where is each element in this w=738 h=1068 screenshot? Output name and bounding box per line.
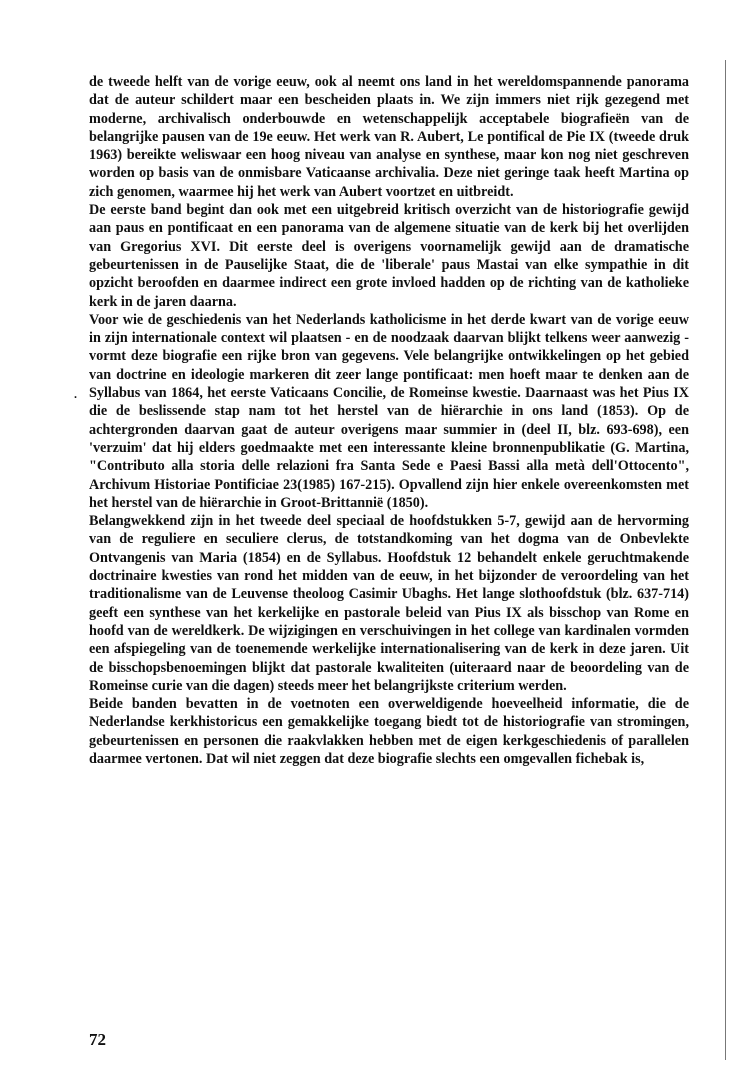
scan-edge-line (725, 60, 726, 1060)
paragraph-4: Belangwekkend zijn in het tweede deel speciaal de hoofdstukken 5-7, gewijd aan de hervorming van de reguliere en seculiere clerus, de totstandkoming van het dogma van de Onbevlekte Ontvangenis van Maria (1854) en de Syllabus. Hoofdstuk 12 behandelt enkele geruchtmakende doctrinaire kwesties van rond het midden van de eeuw, in het bijzonder de veroordeling van het traditionalisme van de Leuvense theoloog Casimir Ubaghs. Het lange slothoofdstuk (blz. 637-714) geeft een synthese van het kerkelijke en pastorale beleid van Pius IX als bisschop van Rome en hoofd van de wereldkerk. De wijzigingen en verschuivingen in het college van kardinalen vormden een afspiegeling van de toenemende werkelijke internationalisering van de kerk in deze jaren. Uit de bisschopsbenoemingen blijkt dat pastorale kwaliteiten (uiteraard naar de beoordeling van de Romeinse curie van die dagen) steeds meer het belangrijkste criterium werden. (89, 513, 689, 694)
paragraph-3: Voor wie de geschiedenis van het Nederlands katholicisme in het derde kwart van de vorige eeuw in zijn internationale context wil plaatsen - en de noodzaak daarvan blijkt telkens weer aanwezig - vormt deze biografie een rijke bron van gegevens. Vele belangrijke ontwikkelingen op het gebied van doctrine en ideologie markeren dit zeer lange pontificaat: men hoeft maar te denken aan de Syllabus van 1864, het eerste Vaticaans Concilie, de Romeinse kwestie. Daarnaast was het Pius IX die de beslissende stap nam tot het herstel van de hiërarchie in ons land (1853). Op de achtergronden daarvan gaat de auteur overigens maar summier in (deel II, blz. 693-698), een 'verzuim' dat hij elders goedmaakte met een interessante kleine bronnenpublikatie (G. Martina, "Contributo alla storia delle relazioni fra Santa Sede e Paesi Bassi alla metà dell'Ottocento", Archivum Historiae Pontificiae 23(1985) 167-215). Opvallend zijn hier enkele overeenkomsten met het herstel van de hiërarchie in Groot-Brittannië (1850). (89, 311, 689, 511)
paragraph-2: De eerste band begint dan ook met een uitgebreid kritisch overzicht van de historiografie gewijd aan paus en pontificaat en een panorama van de algemene situatie van de kerk bij het overlijden van Gregorius XVI. Dit eerste deel is overigens voornamelijk gewijd aan de dramatische gebeurtenissen in de Pauselijke Staat, die de 'liberale' paus Mastai van elke sympathie in dit opzicht beroofden en daarmee indirect een grote invloed hadden op de richting van de katholieke kerk in de jaren daarna. (89, 202, 689, 310)
body-text (89, 73, 689, 768)
page-number: 72 (89, 1030, 106, 1049)
paragraph-1: de tweede helft van de vorige eeuw, ook al neemt ons land in het wereldomspannende panorama dat de auteur schildert maar een bescheiden plaats in. We zijn immers niet rijk gezegend met moderne, archivalisch onderbouwde en wetenschappelijk acceptabele biografieën van de belangrijke pausen van de 19e eeuw. Het werk van R. Aubert, Le pontifical de Pie IX (tweede druk 1963) bereikte weliswaar een hoog niveau van analyse en synthese, maar kon nog niet geschreven worden op basis van de onmisbare Vaticaanse archivalia. Deze niet geringe taak heeft Martina op zich genomen, waarmee hij het werk van Aubert voortzet en uitbreidt. (89, 74, 689, 200)
paragraph-5: Beide banden bevatten in de voetnoten een overweldigende hoeveelheid informatie, die de Nederlandse kerkhistoricus een gemakkelijke toegang biedt tot de historiografie van stromingen, gebeurtenissen en personen die raakvlakken hebben met de eigen kerkgeschiedenis of parallelen daarmee vertonen. Dat wil niet zeggen dat deze biografie slechts een omgevallen fichebak is, (89, 696, 689, 767)
margin-mark: . (74, 387, 77, 401)
